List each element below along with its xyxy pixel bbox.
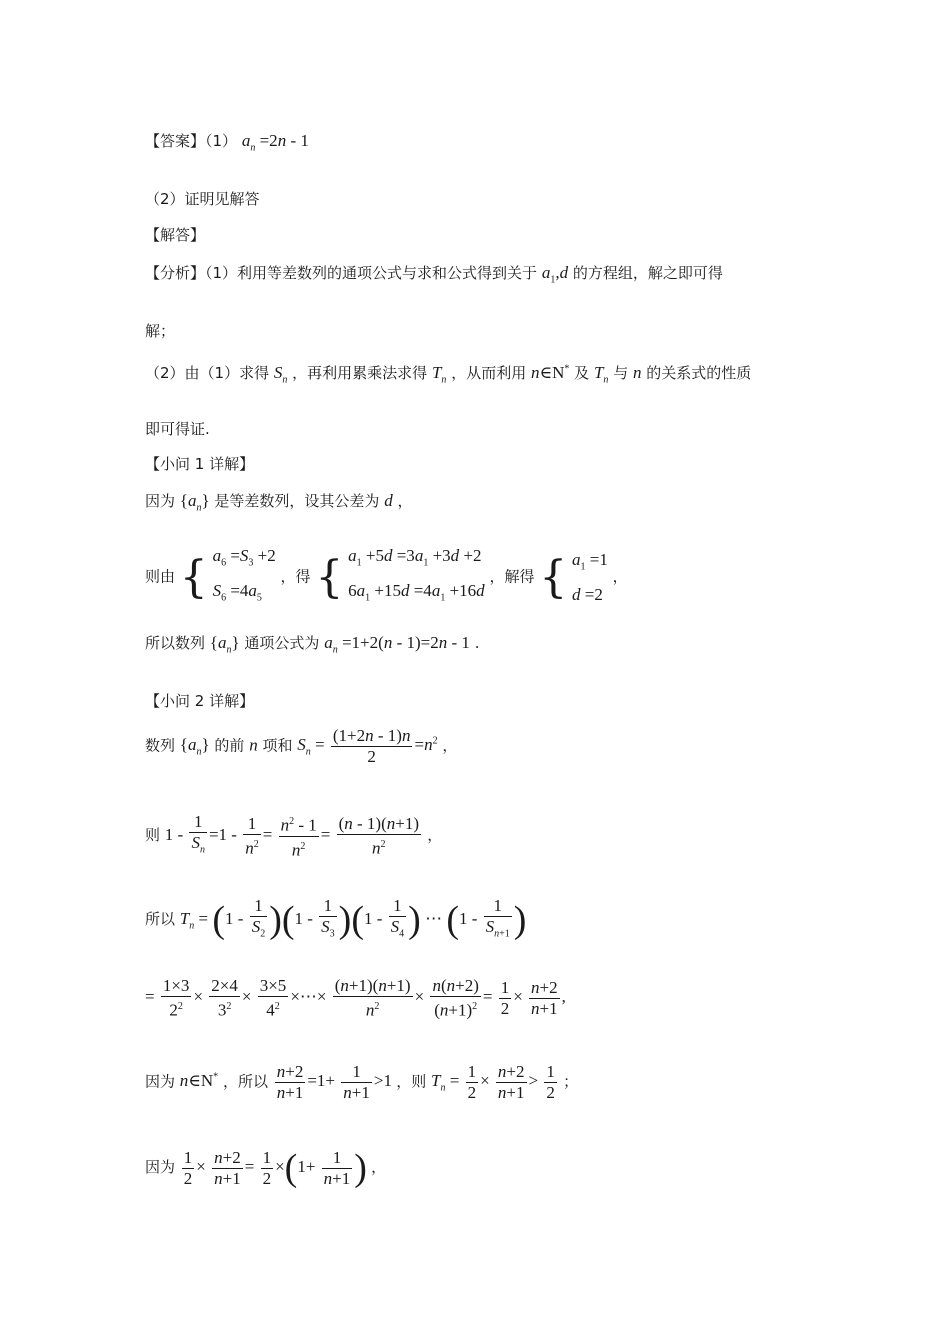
q2-text: ， (371, 1157, 387, 1176)
q2-text: 项和 (262, 736, 293, 755)
analysis-text: （2）由（1）求得 (145, 364, 270, 382)
analysis-text: 的关系式的性质 (646, 364, 752, 382)
left-brace: { (315, 551, 344, 603)
answer-part1-formula: $a_n =2n - 1$ (241, 131, 309, 154)
math-seq-an: $\{a_n\}$ (179, 491, 210, 514)
q2-text: ， (442, 736, 458, 755)
q1-text: ，得 (280, 567, 311, 586)
q2-step-6 (145, 1146, 386, 1190)
q2-step-2 (145, 812, 442, 860)
analysis-label: 【分析】 (145, 264, 206, 282)
math-n: n (633, 363, 642, 382)
solution-label: 【解答】 (145, 226, 206, 244)
math-seq-an: $\{a_n\}$ (179, 735, 210, 758)
q1-step-1 (145, 490, 413, 513)
equation-system-2: $a_1 +5d =3a_1 +3d +2$ $6a_1 +15d =4a_1 +16d$ (348, 546, 485, 604)
math-general-term: $a_n =1+2(n - 1)=2n - 1$ (324, 633, 470, 656)
math-one-minus-recip: 1 - $\frac{1}{S_n}$ =1 - $\frac{1}{n^2}$ = $\frac{n^2 - 1}{n^2}$ = $\frac{(n - 1)(n+1)}{n^2}$ (164, 812, 419, 860)
q2-step-1 (145, 726, 457, 767)
left-brace: { (539, 551, 568, 603)
math-sum-sn: $S_n$ = $\frac{(1+2n - 1)n}{2}$ $=n^2$ (297, 726, 438, 766)
math-n-in-N: n∈N* (179, 1071, 219, 1091)
math-n-in-N: n∈N* (531, 363, 570, 382)
q2-text: 的前 (214, 736, 245, 755)
analysis-paragraph-1 (145, 262, 723, 285)
q1-text: ，解得 (489, 567, 535, 586)
q1-text: 是等差数列，设其公差为 (214, 492, 380, 510)
q2-label: 【小问 2 详解】 (145, 692, 255, 710)
q2-text: 所以 (145, 910, 176, 929)
analysis-text: 及 (574, 364, 590, 382)
analysis-text: 即可得证. (145, 420, 210, 438)
q2-text: ，所以 (222, 1072, 268, 1091)
q2-step-4 (145, 976, 566, 1021)
math-product-tn: $T_n = (1$ - $\frac{1}{S_2}$ )(1 - $\frac{1}{S_3}$ )(1 - $\frac{1}{S_4}$ ) ⋯ (1 - $\frac{1}{S_{n+1}}$ ) (179, 896, 527, 942)
q1-text: 所以数列 (145, 634, 206, 652)
math-a1-d: $a_1,d$ (541, 263, 569, 286)
analysis-text: ，再利用累乘法求得 (292, 364, 428, 382)
analysis-text: ，从而利用 (451, 364, 527, 382)
math-tn-inequality: $T_n$ = $\frac{1}{2}$ × $\frac{n+2}{n+1}$ > $\frac{1}{2}$ (431, 1062, 555, 1102)
q2-text: ； (563, 1072, 579, 1091)
q1-step-3 (145, 632, 479, 655)
q1-text: . (474, 634, 480, 652)
answer-part1-prefix: （1） (205, 132, 238, 150)
math-d: d (384, 491, 393, 510)
q2-text: ， (427, 826, 443, 845)
q1-text: 通项公式为 (244, 634, 320, 652)
math-sn: $S_n$ (273, 363, 288, 386)
answer-part2: （2）证明见解答 (145, 190, 260, 208)
math-tn: $T_n$ (593, 363, 609, 386)
q2-text: 则 (145, 826, 161, 845)
left-brace: { (179, 551, 208, 603)
q2-step-5 (145, 1062, 578, 1103)
equation-system-3: $a_1 =1$ d =2 (572, 549, 608, 605)
q1-step-2 (145, 542, 628, 613)
answer-line (145, 130, 309, 153)
q2-step-3 (145, 896, 526, 944)
math-tn-rewrite: $\frac{1}{2}$ × $\frac{n+2}{n+1}$ = $\frac{1}{2}$ ×(1+ $\frac{1}{n+1}$ ) (183, 1147, 367, 1189)
analysis-text: （1）利用等差数列的通项公式与求和公式得到关于 (205, 264, 538, 282)
math-n: n (249, 735, 258, 755)
analysis-text: 的方程组，解之即可得 (572, 264, 723, 282)
q1-text: 因为 (145, 492, 176, 510)
math-product-expand: = $\frac{1\times 3}{2^2}$ × $\frac{2\times 4}{3^2}$ × $\frac{3\times 5}{4^2}$ ×⋯× $\frac{(n+1)(n+1)}{n^2}$ × $\frac{n(n+2)}{(n+1)^2}$ = $\frac{1}{2}$ × $\frac{n+2}{n+1}$ , (145, 976, 566, 1020)
q1-label: 【小问 1 详解】 (145, 455, 255, 473)
analysis-paragraph-2 (145, 362, 751, 385)
q1-text: ， (397, 492, 413, 510)
q2-text: ，则 (396, 1072, 427, 1091)
q1-text: ， (612, 567, 628, 586)
math-tn: $T_n$ (431, 363, 447, 386)
equation-system-1: $a_6 =S_3 +2$ $S_6 =4a_5$ (212, 546, 276, 604)
q1-text: 则由 (145, 567, 176, 586)
analysis-text: 与 (613, 364, 629, 382)
q2-text: 数列 (145, 736, 176, 755)
math-seq-an: $\{a_n\}$ (209, 633, 240, 656)
answer-label: 【答案】 (145, 132, 206, 150)
math-ratio-inequality: $\frac{n+2}{n+1}$ =1+ $\frac{1}{n+1}$ >1 (276, 1062, 397, 1102)
analysis-text: 解； (145, 322, 176, 340)
q2-text: 因为 (145, 1157, 176, 1176)
q2-text: 因为 (145, 1072, 176, 1091)
